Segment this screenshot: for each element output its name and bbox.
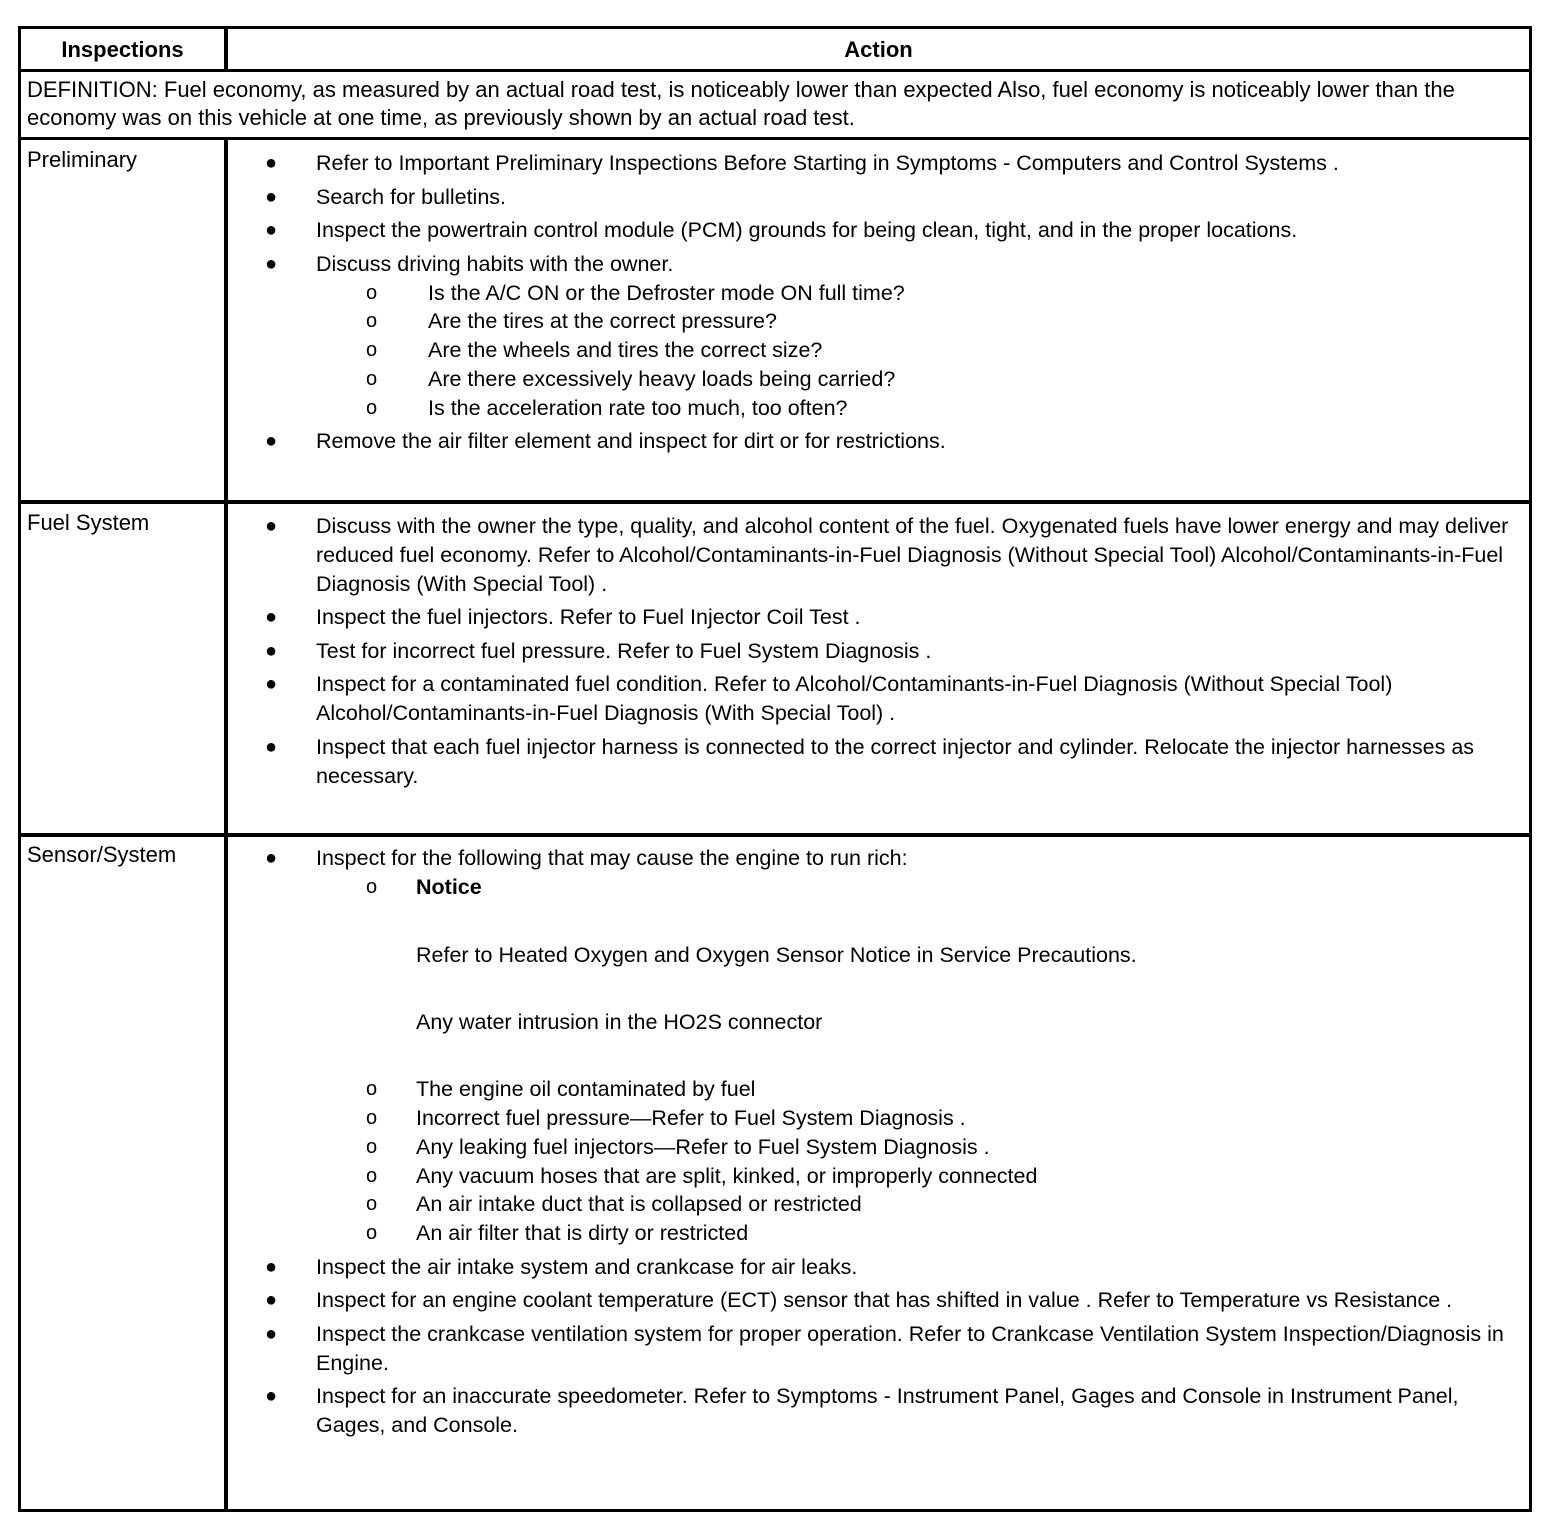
list-item: ● Search for bulletins. (228, 183, 1525, 212)
section-rule (21, 833, 1529, 837)
list-item: ● Remove the air filter element and inspect for dirt or for restrictions. (228, 427, 1525, 456)
sub-list-item: o Any leaking fuel injectors—Refer to Fuel System Diagnosis . (228, 1133, 1525, 1162)
list-item: ● Inspect the powertrain control module (PCM) grounds for being clean, tight, and in the proper locations. (228, 216, 1525, 245)
section-sensor-system-actions (228, 844, 1525, 1445)
section-label-fuel-system: Fuel System (27, 510, 150, 535)
circle-bullet-icon: o (366, 396, 378, 419)
bullet-icon: ● (265, 1255, 278, 1278)
sub-list (316, 279, 1525, 423)
definition-rule (21, 137, 1529, 140)
definition-text: DEFINITION: Fuel economy, as measured by an actual road test, is noticeably lower than expected Also, fuel economy is noticeably lower than the economy was on this vehicle at one time, as previously shown by an actual road test. (27, 77, 1455, 130)
list-item: ● Refer to Important Preliminary Inspections Before Starting in Symptoms - Computers and Control Systems . (228, 149, 1525, 178)
notice-item (228, 873, 1525, 1075)
bullet-icon: ● (265, 185, 278, 208)
bullet-icon: ● (265, 430, 278, 453)
bullet-icon: ● (265, 847, 278, 869)
bullet-icon: ● (265, 735, 278, 758)
sub-list-item: o Incorrect fuel pressure—Refer to Fuel System Diagnosis . (228, 1104, 1525, 1133)
section-rule (21, 500, 1529, 504)
section-label-sensor-system: Sensor/System (27, 842, 177, 867)
bullet-icon: ● (265, 1322, 278, 1345)
circle-bullet-icon: o (366, 339, 378, 362)
section-label-preliminary: Preliminary (27, 147, 138, 172)
header-action: Action (844, 37, 913, 62)
list-item: ● Discuss driving habits with the owner. o Is the A/C ON or the Defroster mode ON full time? o Are the tires at the correct pressure? o Are the wheels and tires the correct size? o Are there excessively heavy loads being carried? o Is the acceleration rate too much, too often? (228, 250, 1525, 423)
header-divider (224, 29, 228, 70)
sub-list-item: o The engine oil contaminated by fuel (228, 1075, 1525, 1104)
bullet-icon: ● (265, 515, 278, 537)
sub-list-item: o An air filter that is dirty or restricted (228, 1219, 1525, 1248)
list-item: ● Inspect that each fuel injector harness is connected to the correct injector and cylinder. Relocate the injector harnesses as necessary. (265, 734, 1475, 788)
bullet-icon: ● (265, 252, 278, 275)
circle-bullet-icon: o (366, 281, 378, 304)
circle-bullet-icon: o (366, 310, 378, 333)
bullet-icon: ● (265, 219, 278, 242)
list-item: ● Inspect the crankcase ventilation system for proper operation. Refer to Crankcase Ventilation System Inspection/Diagnosis in Engine. (265, 1321, 1504, 1375)
bullet-icon: ● (265, 639, 278, 662)
list-item: ● Inspect for the following that may cause the engine to run rich: o Notice Refer to Heated Oxygen and Oxygen Sensor Notice in Service Precautions. Any water intrusion in the HO2S connector o The engine oil contaminated by fuel o Incorrect fuel pressure—Refer to Fuel System Diagnosis . o Any leaking fuel injectors—Refer to Fuel System Diagnosis . o Any vacuum hoses that are split, kinked, or improperly connected o An air intake duct that is collapsed or restricted o An air filter that is dirty or restricted (228, 844, 1525, 1248)
sub-list-item: o Is the A/C ON or the Defroster mode ON full time? (228, 279, 1525, 308)
notice-text: Refer to Heated Oxygen and Oxygen Sensor Notice in Service Precautions. (416, 942, 1137, 967)
list-item: ● Inspect the air intake system and crankcase for air leaks. (228, 1253, 1525, 1282)
bullet-icon: ● (265, 152, 278, 174)
bullet-icon: ● (265, 606, 278, 629)
list-item: ● Discuss with the owner the type, quality, and alcohol content of the fuel. Oxygenated fuels have lower energy and may deliver reduced fuel economy. Refer to Alcohol/Contaminants-in-Fuel Diagnosis (Without Special Tool) Alcohol/Contaminants-in-Fuel Diagnosis (With Special Tool) . (265, 514, 1509, 596)
circle-bullet-icon: o (366, 1222, 378, 1245)
notice-item-text: Any water intrusion in the HO2S connector (416, 1010, 823, 1035)
circle-bullet-icon: o (366, 1078, 378, 1101)
list-item: ● Inspect the fuel injectors. Refer to Fuel Injector Coil Test . (228, 603, 1525, 632)
list-item: ● Inspect for a contaminated fuel condition. Refer to Alcohol/Contaminants-in-Fuel Diagnosis (Without Special Tool) Alcohol/Contaminants-in-Fuel Diagnosis (With Special Tool) . (265, 672, 1393, 726)
sub-list-item: o Are there excessively heavy loads being carried? (228, 365, 1525, 394)
list-item: ● Inspect for an inaccurate speedometer. Refer to Symptoms - Instrument Panel, Gages and Console in Instrument Panel, Gages, and Console. (265, 1384, 1459, 1438)
circle-bullet-icon: o (366, 1164, 378, 1187)
circle-bullet-icon: o (366, 1135, 378, 1158)
circle-bullet-icon: o (366, 1106, 378, 1129)
section-fuel-system-actions (228, 512, 1525, 795)
header-rule (21, 69, 1529, 72)
sub-list-item: o Is the acceleration rate too much, too often? (228, 394, 1525, 423)
section-preliminary-actions (228, 149, 1525, 461)
list-item: ● Inspect for an engine coolant temperature (ECT) sensor that has shifted in value . Refer to Temperature vs Resistance . (228, 1286, 1525, 1315)
list-item: ● Test for incorrect fuel pressure. Refer to Fuel System Diagnosis . (228, 637, 1525, 666)
sub-list-item: o Any vacuum hoses that are split, kinked, or improperly connected (228, 1162, 1525, 1191)
bullet-icon: ● (265, 1385, 278, 1408)
circle-bullet-icon: o (366, 1193, 378, 1216)
circle-bullet-icon: o (366, 875, 378, 898)
sub-list-item: o An air intake duct that is collapsed or restricted (228, 1190, 1525, 1219)
sub-list-item: o Are the tires at the correct pressure? (228, 307, 1525, 336)
sub-list (228, 873, 1525, 1248)
notice-title: Notice (416, 874, 482, 899)
sub-list-item: o Are the wheels and tires the correct size? (228, 336, 1525, 365)
diagnostic-table (18, 26, 1532, 1512)
bullet-icon: ● (265, 673, 278, 696)
header-inspections: Inspections (61, 37, 184, 62)
bullet-icon: ● (265, 1289, 278, 1312)
circle-bullet-icon: o (366, 367, 378, 390)
